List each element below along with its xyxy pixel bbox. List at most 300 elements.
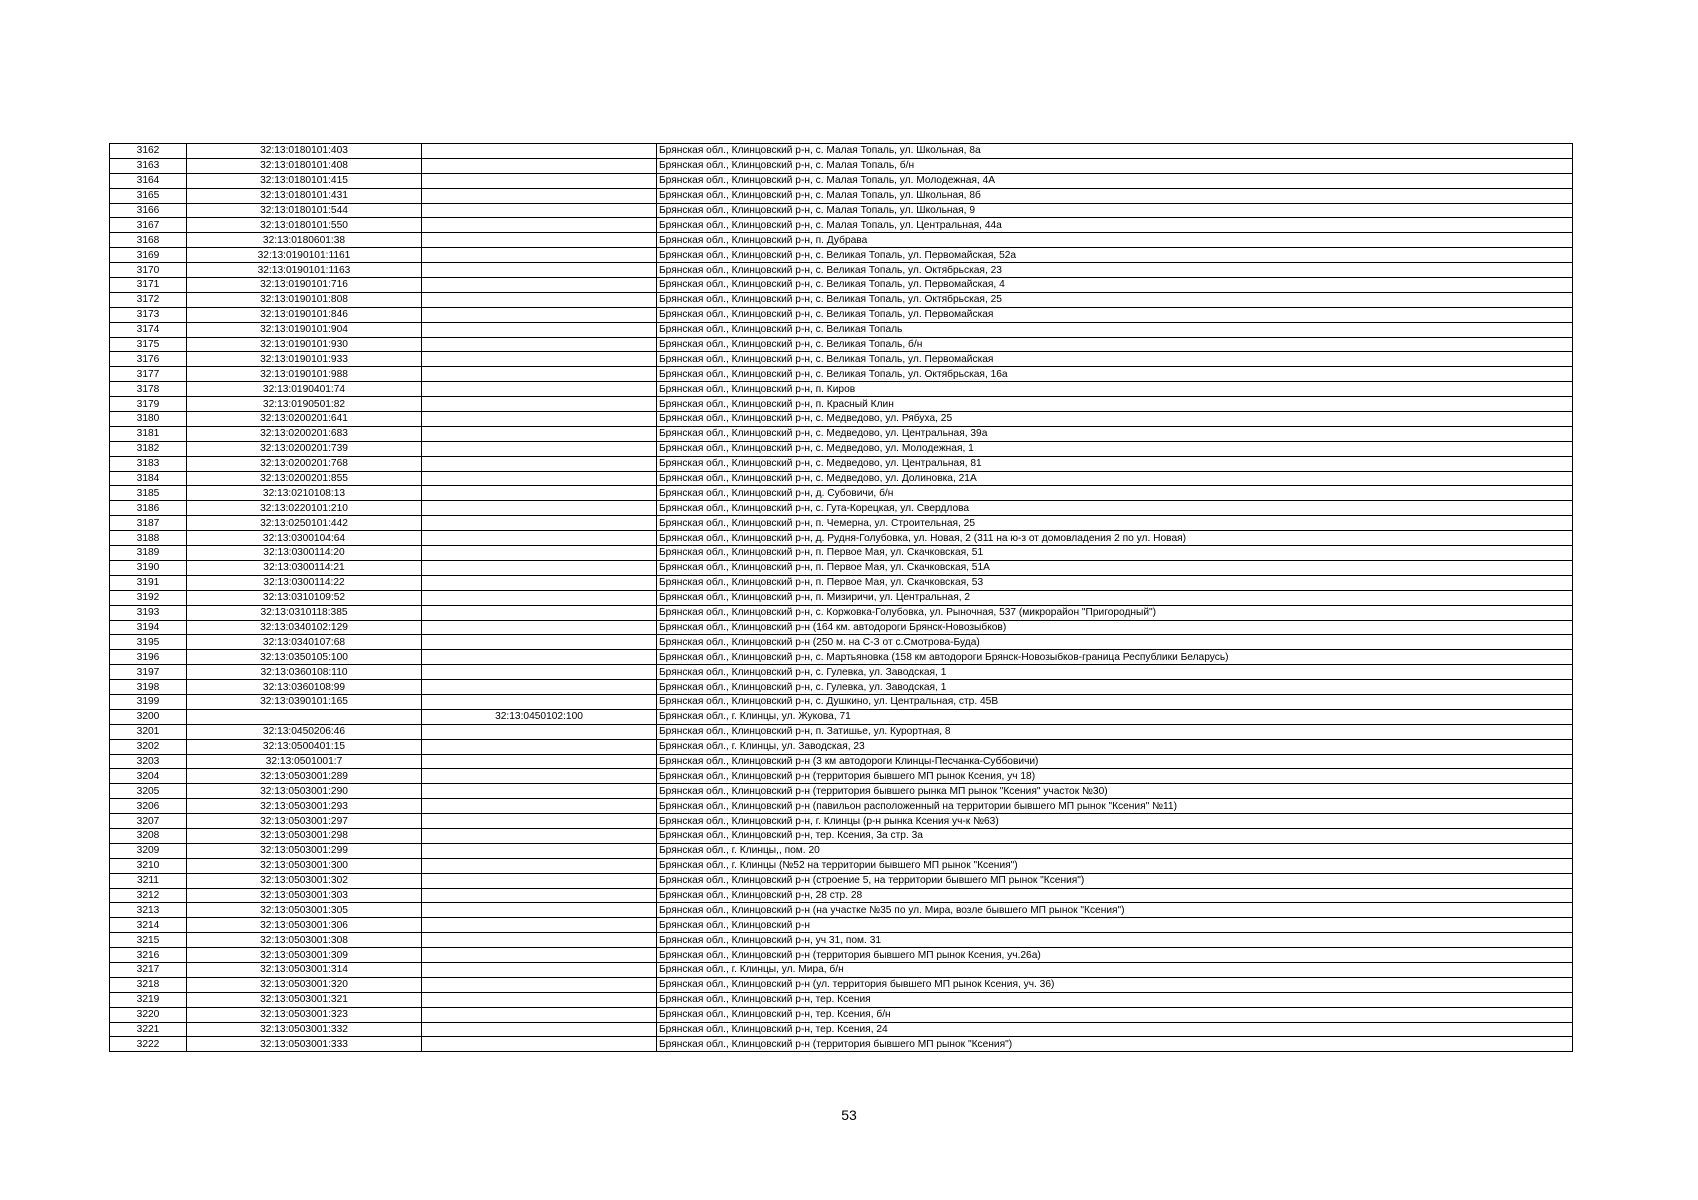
address-cell: Брянская обл., Клинцовский р-н, с. Медведово, ул. Центральная, 81 [657, 456, 1573, 471]
cadastral-number-alt-cell [422, 977, 657, 992]
row-number-cell: 3221 [110, 1022, 187, 1037]
cadastral-number-cell: 32:13:0190101:1161 [187, 248, 422, 263]
address-cell: Брянская обл., Клинцовский р-н, с. Малая Топаль, ул. Центральная, 44а [657, 218, 1573, 233]
cadastral-number-cell: 32:13:0190101:716 [187, 278, 422, 293]
registry-table [109, 143, 1573, 1052]
table-row [110, 486, 1573, 501]
cadastral-number-cell: 32:13:0310118:385 [187, 605, 422, 620]
cadastral-number-cell: 32:13:0200201:683 [187, 426, 422, 441]
row-number-cell: 3198 [110, 680, 187, 695]
cadastral-number-cell: 32:13:0360108:99 [187, 680, 422, 695]
cadastral-number-alt-cell [422, 590, 657, 605]
row-number-cell: 3177 [110, 367, 187, 382]
cadastral-number-alt-cell [422, 665, 657, 680]
table-row [110, 933, 1573, 948]
cadastral-number-alt-cell [422, 173, 657, 188]
cadastral-number-cell [187, 709, 422, 724]
cadastral-number-cell: 32:13:0503001:300 [187, 858, 422, 873]
cadastral-number-cell: 32:13:0503001:303 [187, 888, 422, 903]
cadastral-number-cell: 32:13:0180101:431 [187, 188, 422, 203]
table-row [110, 992, 1573, 1007]
cadastral-number-cell: 32:13:0190101:808 [187, 292, 422, 307]
row-number-cell: 3201 [110, 724, 187, 739]
cadastral-number-alt-cell [422, 278, 657, 293]
table-row [110, 873, 1573, 888]
row-number-cell: 3222 [110, 1037, 187, 1052]
row-number-cell: 3207 [110, 814, 187, 829]
cadastral-number-alt-cell [422, 635, 657, 650]
address-cell: Брянская обл., Клинцовский р-н, с. Коржовка-Голубовка, ул. Рыночная, 537 (микрорайон "Пригородный") [657, 605, 1573, 620]
cadastral-number-alt-cell [422, 918, 657, 933]
row-number-cell: 3200 [110, 709, 187, 724]
cadastral-number-alt-cell [422, 724, 657, 739]
address-cell: Брянская обл., Клинцовский р-н, п. Первое Мая, ул. Скачковская, 51 [657, 546, 1573, 561]
table-row [110, 903, 1573, 918]
table-row [110, 278, 1573, 293]
cadastral-number-cell: 32:13:0180101:550 [187, 218, 422, 233]
cadastral-number-alt-cell [422, 218, 657, 233]
cadastral-number-cell: 32:13:0200201:641 [187, 412, 422, 427]
address-cell: Брянская обл., Клинцовский р-н, уч 31, пом. 31 [657, 933, 1573, 948]
cadastral-number-cell: 32:13:0300104:64 [187, 531, 422, 546]
address-cell: Брянская обл., Клинцовский р-н (строение 5, на территории бывшего МП рынок "Ксения") [657, 873, 1573, 888]
cadastral-number-cell: 32:13:0503001:299 [187, 843, 422, 858]
row-number-cell: 3206 [110, 799, 187, 814]
row-number-cell: 3163 [110, 158, 187, 173]
row-number-cell: 3180 [110, 412, 187, 427]
cadastral-number-alt-cell [422, 858, 657, 873]
cadastral-number-cell: 32:13:0340107:68 [187, 635, 422, 650]
row-number-cell: 3190 [110, 560, 187, 575]
table-row [110, 575, 1573, 590]
table-row [110, 858, 1573, 873]
cadastral-number-alt-cell [422, 605, 657, 620]
address-cell: Брянская обл., Клинцовский р-н, с. Малая Топаль, ул. Школьная, 9 [657, 203, 1573, 218]
cadastral-number-alt-cell [422, 575, 657, 590]
row-number-cell: 3214 [110, 918, 187, 933]
address-cell: Брянская обл., Клинцовский р-н, с. Великая Топаль, ул. Первомайская [657, 352, 1573, 367]
table-row [110, 665, 1573, 680]
cadastral-number-alt-cell [422, 516, 657, 531]
cadastral-number-cell: 32:13:0190401:74 [187, 382, 422, 397]
row-number-cell: 3174 [110, 322, 187, 337]
table-row [110, 412, 1573, 427]
row-number-cell: 3162 [110, 144, 187, 159]
row-number-cell: 3209 [110, 843, 187, 858]
table-row [110, 739, 1573, 754]
table-row [110, 531, 1573, 546]
table-row [110, 769, 1573, 784]
cadastral-number-cell: 32:13:0503001:290 [187, 784, 422, 799]
address-cell: Брянская обл., г. Клинцы, ул. Заводская, 23 [657, 739, 1573, 754]
row-number-cell: 3193 [110, 605, 187, 620]
cadastral-number-cell: 32:13:0503001:289 [187, 769, 422, 784]
cadastral-number-alt-cell [422, 397, 657, 412]
row-number-cell: 3204 [110, 769, 187, 784]
row-number-cell: 3216 [110, 948, 187, 963]
address-cell: Брянская обл., Клинцовский р-н, п. Дубрава [657, 233, 1573, 248]
table-row [110, 694, 1573, 709]
row-number-cell: 3173 [110, 307, 187, 322]
cadastral-number-cell: 32:13:0501001:7 [187, 754, 422, 769]
address-cell: Брянская обл., Клинцовский р-н, с. Душкино, ул. Центральная, стр. 45В [657, 694, 1573, 709]
address-cell: Брянская обл., Клинцовский р-н (территория бывшего рынка МП рынок "Ксения" участок №30) [657, 784, 1573, 799]
table-row [110, 635, 1573, 650]
table-row [110, 888, 1573, 903]
table-row [110, 560, 1573, 575]
cadastral-number-cell: 32:13:0190101:933 [187, 352, 422, 367]
address-cell: Брянская обл., Клинцовский р-н, с. Малая Топаль, ул. Молодежная, 4А [657, 173, 1573, 188]
cadastral-number-cell: 32:13:0180601:38 [187, 233, 422, 248]
cadastral-number-alt-cell [422, 307, 657, 322]
table-row [110, 158, 1573, 173]
address-cell: Брянская обл., Клинцовский р-н, с. Медведово, ул. Долиновка, 21А [657, 471, 1573, 486]
cadastral-number-cell: 32:13:0200201:855 [187, 471, 422, 486]
table-row [110, 203, 1573, 218]
row-number-cell: 3208 [110, 828, 187, 843]
cadastral-number-cell: 32:13:0503001:309 [187, 948, 422, 963]
address-cell: Брянская обл., Клинцовский р-н, с. Медведово, ул. Молодежная, 1 [657, 441, 1573, 456]
address-cell: Брянская обл., Клинцовский р-н, д. Рудня-Голубовка, ул. Новая, 2 (311 на ю-з от домовладения 2 по ул. Новая) [657, 531, 1573, 546]
address-cell: Брянская обл., Клинцовский р-н, с. Мартьяновка (158 км автодороги Брянск-Новозыбков-граница Республики Беларусь) [657, 650, 1573, 665]
row-number-cell: 3178 [110, 382, 187, 397]
cadastral-number-alt-cell [422, 933, 657, 948]
cadastral-number-cell: 32:13:0180101:544 [187, 203, 422, 218]
cadastral-number-alt-cell [422, 382, 657, 397]
cadastral-number-cell: 32:13:0390101:165 [187, 694, 422, 709]
address-cell: Брянская обл., Клинцовский р-н, с. Великая Топаль [657, 322, 1573, 337]
cadastral-number-alt-cell [422, 769, 657, 784]
cadastral-number-alt-cell [422, 992, 657, 1007]
table-row [110, 233, 1573, 248]
row-number-cell: 3194 [110, 620, 187, 635]
table-row [110, 441, 1573, 456]
row-number-cell: 3176 [110, 352, 187, 367]
cadastral-number-cell: 32:13:0210108:13 [187, 486, 422, 501]
cadastral-number-cell: 32:13:0503001:332 [187, 1022, 422, 1037]
address-cell: Брянская обл., Клинцовский р-н (территория бывшего МП рынок Ксения, уч 18) [657, 769, 1573, 784]
cadastral-number-alt-cell [422, 486, 657, 501]
table-row [110, 188, 1573, 203]
cadastral-number-cell: 32:13:0340102:129 [187, 620, 422, 635]
address-cell: Брянская обл., Клинцовский р-н, п. Красный Клин [657, 397, 1573, 412]
row-number-cell: 3220 [110, 1007, 187, 1022]
table-row [110, 843, 1573, 858]
cadastral-number-alt-cell [422, 188, 657, 203]
address-cell: Брянская обл., Клинцовский р-н, тер. Ксения, 24 [657, 1022, 1573, 1037]
address-cell: Брянская обл., г. Клинцы, ул. Жукова, 71 [657, 709, 1573, 724]
table-row [110, 397, 1573, 412]
address-cell: Брянская обл., Клинцовский р-н, д. Субовичи, б/н [657, 486, 1573, 501]
table-row [110, 382, 1573, 397]
address-cell: Брянская обл., Клинцовский р-н, с. Малая Топаль, б/н [657, 158, 1573, 173]
cadastral-number-alt-cell [422, 546, 657, 561]
row-number-cell: 3171 [110, 278, 187, 293]
cadastral-number-cell: 32:13:0503001:323 [187, 1007, 422, 1022]
cadastral-number-alt-cell [422, 843, 657, 858]
table-row [110, 724, 1573, 739]
row-number-cell: 3192 [110, 590, 187, 605]
cadastral-number-alt-cell [422, 426, 657, 441]
address-cell: Брянская обл., Клинцовский р-н, с. Великая Топаль, ул. Октябрьская, 23 [657, 263, 1573, 278]
row-number-cell: 3169 [110, 248, 187, 263]
cadastral-number-cell: 32:13:0300114:20 [187, 546, 422, 561]
row-number-cell: 3184 [110, 471, 187, 486]
row-number-cell: 3175 [110, 337, 187, 352]
address-cell: Брянская обл., Клинцовский р-н, п. Первое Мая, ул. Скачковская, 51А [657, 560, 1573, 575]
row-number-cell: 3202 [110, 739, 187, 754]
cadastral-number-alt-cell [422, 337, 657, 352]
address-cell: Брянская обл., Клинцовский р-н, п. Мизиричи, ул. Центральная, 2 [657, 590, 1573, 605]
cadastral-number-alt-cell [422, 650, 657, 665]
address-cell: Брянская обл., Клинцовский р-н, 28 стр. 28 [657, 888, 1573, 903]
table-row [110, 292, 1573, 307]
table-row [110, 977, 1573, 992]
cadastral-number-alt-cell [422, 888, 657, 903]
cadastral-number-alt-cell [422, 873, 657, 888]
cadastral-number-alt-cell [422, 799, 657, 814]
cadastral-number-cell: 32:13:0200201:768 [187, 456, 422, 471]
cadastral-number-cell: 32:13:0180101:403 [187, 144, 422, 159]
row-number-cell: 3164 [110, 173, 187, 188]
row-number-cell: 3167 [110, 218, 187, 233]
cadastral-number-cell: 32:13:0190101:930 [187, 337, 422, 352]
table-row [110, 367, 1573, 382]
address-cell: Брянская обл., Клинцовский р-н (3 км автодороги Клинцы-Песчанка-Суббовичи) [657, 754, 1573, 769]
cadastral-number-alt-cell [422, 962, 657, 977]
row-number-cell: 3197 [110, 665, 187, 680]
row-number-cell: 3210 [110, 858, 187, 873]
cadastral-number-alt-cell [422, 367, 657, 382]
cadastral-number-cell: 32:13:0503001:297 [187, 814, 422, 829]
address-cell: Брянская обл., Клинцовский р-н (на участке №35 по ул. Мира, возле бывшего МП рынок "Ксения") [657, 903, 1573, 918]
table-row [110, 546, 1573, 561]
cadastral-number-alt-cell [422, 233, 657, 248]
cadastral-number-alt-cell [422, 352, 657, 367]
cadastral-number-cell: 32:13:0503001:333 [187, 1037, 422, 1052]
table-row [110, 650, 1573, 665]
cadastral-number-alt-cell [422, 501, 657, 516]
row-number-cell: 3189 [110, 546, 187, 561]
address-cell: Брянская обл., Клинцовский р-н (164 км. автодороги Брянск-Новозыбков) [657, 620, 1573, 635]
table-row [110, 337, 1573, 352]
address-cell: Брянская обл., Клинцовский р-н, тер. Ксения, 3а стр. 3а [657, 828, 1573, 843]
table-row [110, 352, 1573, 367]
address-cell: Брянская обл., Клинцовский р-н, п. Чемерна, ул. Строительная, 25 [657, 516, 1573, 531]
cadastral-number-cell: 32:13:0503001:320 [187, 977, 422, 992]
cadastral-number-cell: 32:13:0300114:21 [187, 560, 422, 575]
row-number-cell: 3217 [110, 962, 187, 977]
row-number-cell: 3195 [110, 635, 187, 650]
address-cell: Брянская обл., г. Клинцы,, пом. 20 [657, 843, 1573, 858]
cadastral-number-cell: 32:13:0503001:308 [187, 933, 422, 948]
address-cell: Брянская обл., Клинцовский р-н, тер. Ксения [657, 992, 1573, 1007]
table-row [110, 144, 1573, 159]
table-row [110, 962, 1573, 977]
address-cell: Брянская обл., Клинцовский р-н, тер. Ксения, б/н [657, 1007, 1573, 1022]
table-row [110, 590, 1573, 605]
cadastral-number-alt-cell [422, 322, 657, 337]
table-row [110, 1007, 1573, 1022]
row-number-cell: 3218 [110, 977, 187, 992]
address-cell: Брянская обл., Клинцовский р-н, с. Великая Топаль, ул. Октябрьская, 25 [657, 292, 1573, 307]
address-cell: Брянская обл., Клинцовский р-н, с. Великая Топаль, ул. Первомайская, 4 [657, 278, 1573, 293]
row-number-cell: 3186 [110, 501, 187, 516]
cadastral-number-alt-cell [422, 739, 657, 754]
table-row [110, 426, 1573, 441]
row-number-cell: 3168 [110, 233, 187, 248]
address-cell: Брянская обл., Клинцовский р-н, с. Медведово, ул. Центральная, 39а [657, 426, 1573, 441]
cadastral-number-alt-cell [422, 1022, 657, 1037]
registry-table-body [110, 144, 1573, 1052]
row-number-cell: 3199 [110, 694, 187, 709]
address-cell: Брянская обл., Клинцовский р-н (ул. территория бывшего МП рынок Ксения, уч. 36) [657, 977, 1573, 992]
cadastral-number-alt-cell [422, 814, 657, 829]
table-row [110, 456, 1573, 471]
cadastral-number-cell: 32:13:0180101:408 [187, 158, 422, 173]
cadastral-number-alt-cell [422, 412, 657, 427]
address-cell: Брянская обл., Клинцовский р-н, с. Великая Топаль, ул. Первомайская, 52а [657, 248, 1573, 263]
row-number-cell: 3203 [110, 754, 187, 769]
cadastral-number-cell: 32:13:0250101:442 [187, 516, 422, 531]
cadastral-number-alt-cell [422, 203, 657, 218]
address-cell: Брянская обл., Клинцовский р-н, п. Киров [657, 382, 1573, 397]
row-number-cell: 3185 [110, 486, 187, 501]
cadastral-number-alt-cell [422, 292, 657, 307]
row-number-cell: 3182 [110, 441, 187, 456]
cadastral-number-alt-cell [422, 263, 657, 278]
cadastral-number-cell: 32:13:0503001:298 [187, 828, 422, 843]
cadastral-number-cell: 32:13:0503001:293 [187, 799, 422, 814]
cadastral-number-alt-cell [422, 471, 657, 486]
table-row [110, 173, 1573, 188]
cadastral-number-alt-cell [422, 1007, 657, 1022]
cadastral-number-cell: 32:13:0450206:46 [187, 724, 422, 739]
cadastral-number-cell: 32:13:0190101:988 [187, 367, 422, 382]
row-number-cell: 3166 [110, 203, 187, 218]
row-number-cell: 3211 [110, 873, 187, 888]
table-row [110, 263, 1573, 278]
cadastral-number-alt-cell [422, 1037, 657, 1052]
address-cell: Брянская обл., Клинцовский р-н [657, 918, 1573, 933]
table-row [110, 516, 1573, 531]
table-row [110, 948, 1573, 963]
address-cell: Брянская обл., Клинцовский р-н, с. Малая Топаль, ул. Школьная, 8б [657, 188, 1573, 203]
cadastral-number-cell: 32:13:0503001:306 [187, 918, 422, 933]
address-cell: Брянская обл., Клинцовский р-н (территория бывшего МП рынок "Ксения") [657, 1037, 1573, 1052]
address-cell: Брянская обл., Клинцовский р-н, с. Великая Топаль, ул. Первомайская [657, 307, 1573, 322]
table-row [110, 1037, 1573, 1052]
row-number-cell: 3213 [110, 903, 187, 918]
cadastral-number-alt-cell [422, 441, 657, 456]
table-row [110, 471, 1573, 486]
table-row [110, 680, 1573, 695]
table-row [110, 1022, 1573, 1037]
cadastral-number-alt-cell [422, 903, 657, 918]
cadastral-number-cell: 32:13:0350105:100 [187, 650, 422, 665]
cadastral-number-alt-cell [422, 784, 657, 799]
cadastral-number-alt-cell: 32:13:0450102:100 [422, 709, 657, 724]
cadastral-number-cell: 32:13:0500401:15 [187, 739, 422, 754]
address-cell: Брянская обл., Клинцовский р-н (территория бывшего МП рынок Ксения, уч.26а) [657, 948, 1573, 963]
cadastral-number-alt-cell [422, 158, 657, 173]
cadastral-number-cell: 32:13:0190101:1163 [187, 263, 422, 278]
address-cell: Брянская обл., Клинцовский р-н (250 м. на С-З от с.Смотрова-Буда) [657, 635, 1573, 650]
cadastral-number-alt-cell [422, 560, 657, 575]
cadastral-number-cell: 32:13:0190101:846 [187, 307, 422, 322]
table-row [110, 799, 1573, 814]
page-number: 53 [841, 1107, 857, 1123]
address-cell: Брянская обл., г. Клинцы (№52 на территории бывшего МП рынок "Ксения") [657, 858, 1573, 873]
row-number-cell: 3188 [110, 531, 187, 546]
cadastral-number-cell: 32:13:0190501:82 [187, 397, 422, 412]
table-row [110, 754, 1573, 769]
table-row [110, 620, 1573, 635]
cadastral-number-cell: 32:13:0300114:22 [187, 575, 422, 590]
row-number-cell: 3187 [110, 516, 187, 531]
cadastral-number-cell: 32:13:0503001:321 [187, 992, 422, 1007]
cadastral-number-cell: 32:13:0190101:904 [187, 322, 422, 337]
cadastral-number-cell: 32:13:0310109:52 [187, 590, 422, 605]
address-cell: Брянская обл., Клинцовский р-н, с. Великая Топаль, б/н [657, 337, 1573, 352]
table-row [110, 307, 1573, 322]
row-number-cell: 3172 [110, 292, 187, 307]
table-row [110, 828, 1573, 843]
cadastral-number-alt-cell [422, 248, 657, 263]
cadastral-number-cell: 32:13:0503001:302 [187, 873, 422, 888]
table-row [110, 218, 1573, 233]
row-number-cell: 3181 [110, 426, 187, 441]
row-number-cell: 3219 [110, 992, 187, 1007]
row-number-cell: 3212 [110, 888, 187, 903]
table-row [110, 709, 1573, 724]
cadastral-number-alt-cell [422, 680, 657, 695]
row-number-cell: 3179 [110, 397, 187, 412]
cadastral-number-alt-cell [422, 694, 657, 709]
address-cell: Брянская обл., Клинцовский р-н, с. Гулевка, ул. Заводская, 1 [657, 680, 1573, 695]
address-cell: Брянская обл., Клинцовский р-н, с. Малая Топаль, ул. Школьная, 8а [657, 144, 1573, 159]
row-number-cell: 3205 [110, 784, 187, 799]
cadastral-number-alt-cell [422, 531, 657, 546]
address-cell: Брянская обл., Клинцовский р-н, п. Первое Мая, ул. Скачковская, 53 [657, 575, 1573, 590]
row-number-cell: 3183 [110, 456, 187, 471]
table-row [110, 918, 1573, 933]
table-row [110, 322, 1573, 337]
table-row [110, 248, 1573, 263]
table-row [110, 814, 1573, 829]
cadastral-number-alt-cell [422, 754, 657, 769]
row-number-cell: 3196 [110, 650, 187, 665]
cadastral-number-cell: 32:13:0200201:739 [187, 441, 422, 456]
address-cell: Брянская обл., Клинцовский р-н (павильон расположенный на территории бывшего МП рынок "Ксения" №11) [657, 799, 1573, 814]
row-number-cell: 3191 [110, 575, 187, 590]
address-cell: Брянская обл., Клинцовский р-н, с. Гулевка, ул. Заводская, 1 [657, 665, 1573, 680]
cadastral-number-alt-cell [422, 828, 657, 843]
cadastral-number-cell: 32:13:0180101:415 [187, 173, 422, 188]
row-number-cell: 3165 [110, 188, 187, 203]
address-cell: Брянская обл., Клинцовский р-н, с. Великая Топаль, ул. Октябрьская, 16а [657, 367, 1573, 382]
cadastral-number-cell: 32:13:0220101:210 [187, 501, 422, 516]
address-cell: Брянская обл., Клинцовский р-н, п. Затишье, ул. Курортная, 8 [657, 724, 1573, 739]
cadastral-number-alt-cell [422, 948, 657, 963]
cadastral-number-cell: 32:13:0360108:110 [187, 665, 422, 680]
address-cell: Брянская обл., Клинцовский р-н, с. Медведово, ул. Рябуха, 25 [657, 412, 1573, 427]
table-row [110, 784, 1573, 799]
row-number-cell: 3215 [110, 933, 187, 948]
address-cell: Брянская обл., Клинцовский р-н, с. Гута-Корецкая, ул. Свердлова [657, 501, 1573, 516]
table-row [110, 605, 1573, 620]
address-cell: Брянская обл., г. Клинцы, ул. Мира, б/н [657, 962, 1573, 977]
